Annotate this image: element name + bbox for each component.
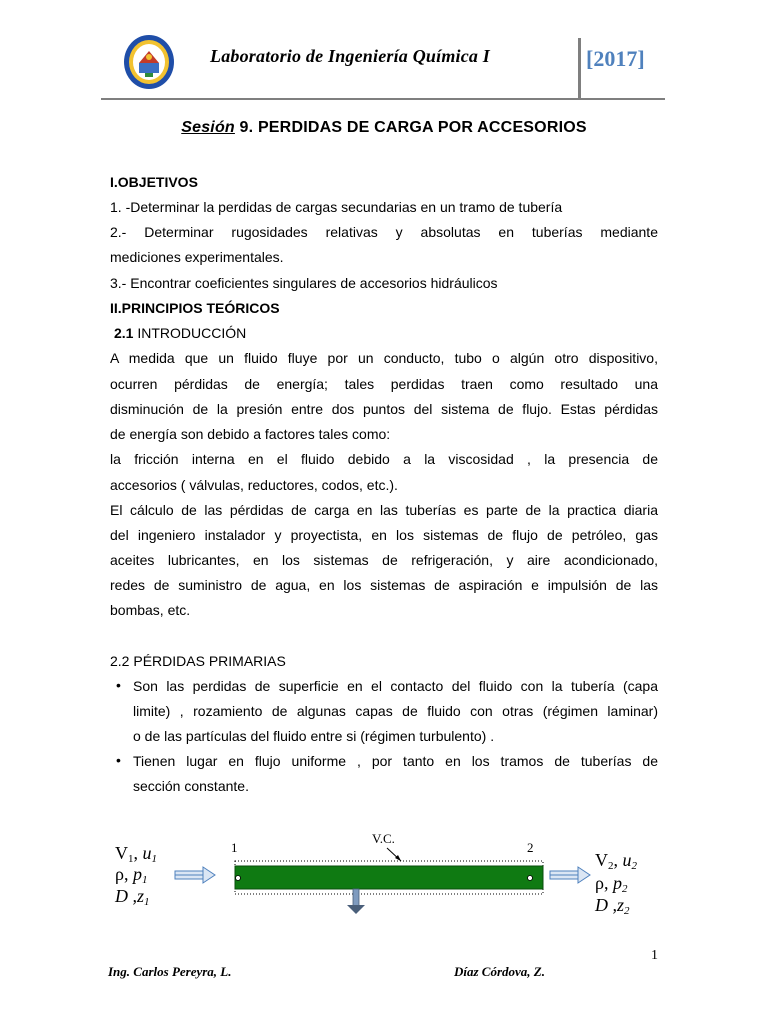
left-velocity-label: V1, u1 xyxy=(115,843,157,865)
point-2-marker xyxy=(528,876,533,881)
control-volume-label: V.C. xyxy=(372,831,395,846)
objetivo-2-line-2: mediciones experimentales. xyxy=(110,249,284,265)
header-title: Laboratorio de Ingeniería Química I xyxy=(210,46,491,66)
bullet-line: o de las partículas del fluido entre si (régimen turbulento) . xyxy=(133,728,495,744)
outflow-arrow xyxy=(550,867,590,883)
footer-author-left: Ing. Carlos Pereyra, L. xyxy=(108,964,232,979)
paragraph-line: del ingeniero instalador y proyectista, en los sistemas de flujo de petróleo, gas xyxy=(110,527,658,543)
paragraph-line: disminución de la presión entre dos puntos del sistema de flujo. Estas pérdidas xyxy=(110,401,658,417)
energy-loss-arrow xyxy=(347,889,365,914)
title-text: 9. PERDIDAS DE CARGA POR ACCESORIOS xyxy=(234,119,587,136)
bullet-line: Tienen lugar en flujo uniforme , por tanto en los tramos de tuberías de xyxy=(133,753,658,769)
paragraph-line: ocurren pérdidas de energía; tales perdidas traen como resultado una xyxy=(110,376,658,392)
paragraph-line: El cálculo de las pérdidas de carga en las tuberías es parte de la practica diaria xyxy=(110,502,658,518)
right-velocity-label: V2, u2 xyxy=(595,850,637,872)
left-pressure-label: ρ, p1 xyxy=(115,864,148,886)
left-diameter-label: D ,z1 xyxy=(115,886,150,908)
point-1-marker xyxy=(236,876,241,881)
bullet-line: limite) , rozamiento de algunas capas de fluido con otras (régimen laminar) xyxy=(133,703,658,719)
objetivo-2-line-1: 2.- Determinar rugosidades relativas y absolutas en tuberías mediante xyxy=(110,224,658,240)
header-year: [2017] xyxy=(586,46,645,71)
objetivo-1: 1. -Determinar la perdidas de cargas secundarias en un tramo de tubería xyxy=(110,199,563,215)
primarias-heading: 2.2 PÉRDIDAS PRIMARIAS xyxy=(110,653,286,669)
header-divider xyxy=(578,38,581,100)
page-number: 1 xyxy=(651,948,658,963)
bullet-icon: • xyxy=(116,752,121,768)
paragraph-line: redes de suministro de agua, en los sistemas de aspiración e impulsión de las xyxy=(110,577,658,593)
paragraph-line: A medida que un fluido fluye por un conducto, tubo o algún otro dispositivo, xyxy=(110,350,658,366)
objetivo-3: 3.- Encontrar coeficientes singulares de accesorios hidráulicos xyxy=(110,275,498,291)
pipe-control-volume-diagram xyxy=(105,822,665,922)
page-title xyxy=(0,119,768,137)
bullet-icon: • xyxy=(116,677,121,693)
paragraph-line: bombas, etc. xyxy=(110,602,191,618)
footer-author-right: Díaz Córdova, Z. xyxy=(454,964,545,979)
paragraph-line: accesorios ( válvulas, reductores, codos, etc.). xyxy=(110,477,398,493)
bullet-line: Son las perdidas de superficie en el contacto del fluido con la tubería (capa xyxy=(133,678,658,694)
point-2-label: 2 xyxy=(527,840,534,855)
intro-heading xyxy=(114,324,662,342)
principios-heading: II.PRINCIPIOS TEÓRICOS xyxy=(110,300,280,316)
right-diameter-label: D ,z2 xyxy=(595,895,630,917)
inflow-arrow xyxy=(175,867,215,883)
university-logo xyxy=(122,33,176,91)
paragraph-line: aceites lubricantes, en los sistemas de refrigeración, y aire acondicionado, xyxy=(110,552,658,568)
pipe xyxy=(235,866,543,889)
title-session-word: Sesión xyxy=(181,119,235,136)
right-pressure-label: ρ, p2 xyxy=(595,873,628,895)
objetivos-heading: I.OBJETIVOS xyxy=(110,174,198,190)
paragraph-line: de energía son debido a factores tales como: xyxy=(110,426,391,442)
point-1-label: 1 xyxy=(231,840,238,855)
intro-title: INTRODUCCIÓN xyxy=(133,325,247,341)
bullet-line: sección constante. xyxy=(133,778,249,794)
intro-number: 2.1 xyxy=(114,325,134,341)
header-rule xyxy=(101,98,665,100)
paragraph-line: la fricción interna en el fluido debido a la viscosidad , la presencia de xyxy=(110,451,658,467)
